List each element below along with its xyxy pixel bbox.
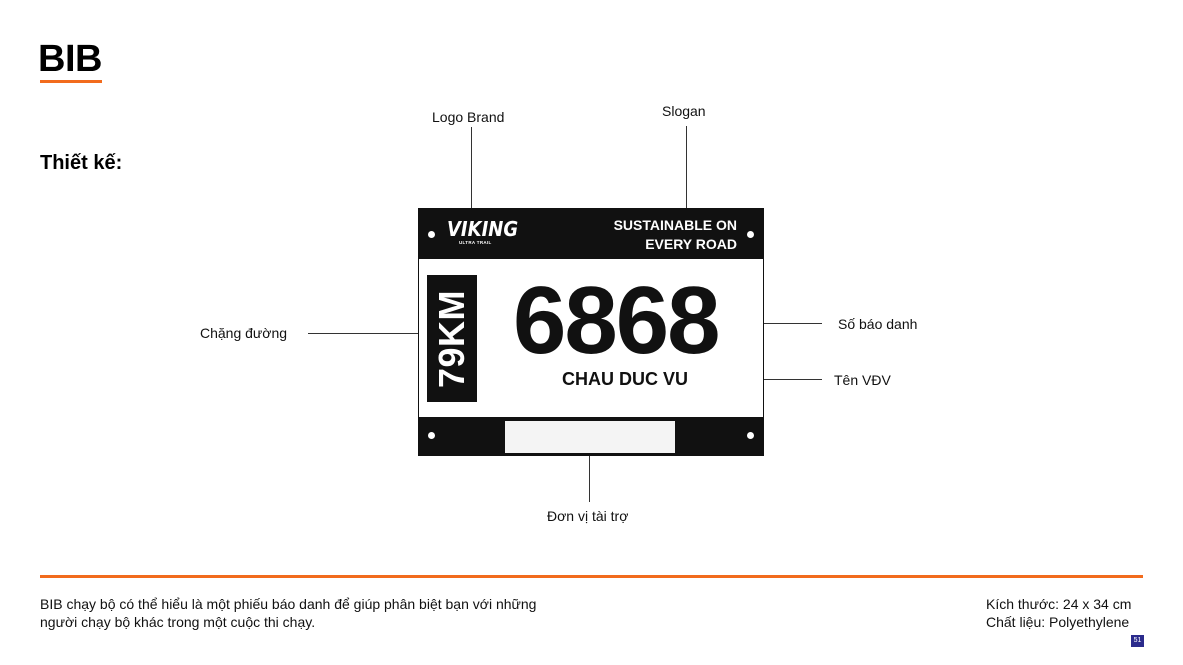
bib-header-band xyxy=(419,209,763,259)
leader-line-slogan xyxy=(686,126,687,209)
slogan-line-2: EVERY ROAD xyxy=(645,236,737,252)
callout-distance: Chặng đường xyxy=(200,325,288,341)
athlete-name: CHAU DUC VU xyxy=(562,369,688,389)
footer-rule xyxy=(40,575,1143,578)
callout-athlete-name: Tên VĐV xyxy=(834,372,891,388)
title-underline xyxy=(40,80,102,83)
callout-slogan: Slogan xyxy=(662,103,706,119)
distance-label: 79KM xyxy=(431,289,472,388)
spec-size: Kích thước: 24 x 34 cm xyxy=(986,596,1132,612)
viking-logo-subtext: ULTRA TRAIL xyxy=(459,240,492,245)
bib-specs xyxy=(986,595,1131,631)
description-line-2: người chạy bộ khác trong một cuộc thi chạy. xyxy=(40,614,316,630)
distance-box xyxy=(427,275,477,402)
spec-material: Chất liệu: Polyethylene xyxy=(986,614,1130,630)
bib-description xyxy=(40,595,640,631)
pin-hole xyxy=(428,432,435,439)
callout-sponsor: Đơn vị tài trợ xyxy=(547,508,629,524)
bib-card xyxy=(418,208,764,456)
viking-logo: VIKING xyxy=(447,217,519,241)
page-title: BIB xyxy=(38,38,102,80)
sponsor-area xyxy=(505,421,675,453)
leader-line-sponsor xyxy=(589,456,590,502)
callout-bib-number: Số báo danh xyxy=(838,316,918,332)
bib-number: 6868 xyxy=(513,267,719,374)
callout-logo-brand: Logo Brand xyxy=(432,109,505,125)
pin-hole xyxy=(747,432,754,439)
pin-hole xyxy=(747,231,754,238)
pin-hole xyxy=(428,231,435,238)
bib-slogan xyxy=(614,216,737,254)
leader-line-distance xyxy=(308,333,426,334)
page-number: 51 xyxy=(1131,635,1144,647)
description-line-1: BIB chạy bộ có thể hiểu là một phiếu báo danh để giúp phân biệt bạn với những xyxy=(40,596,537,612)
slogan-line-1: SUSTAINABLE ON xyxy=(613,217,737,233)
section-title: Thiết kế: xyxy=(40,152,123,174)
leader-line-logo xyxy=(471,127,472,209)
